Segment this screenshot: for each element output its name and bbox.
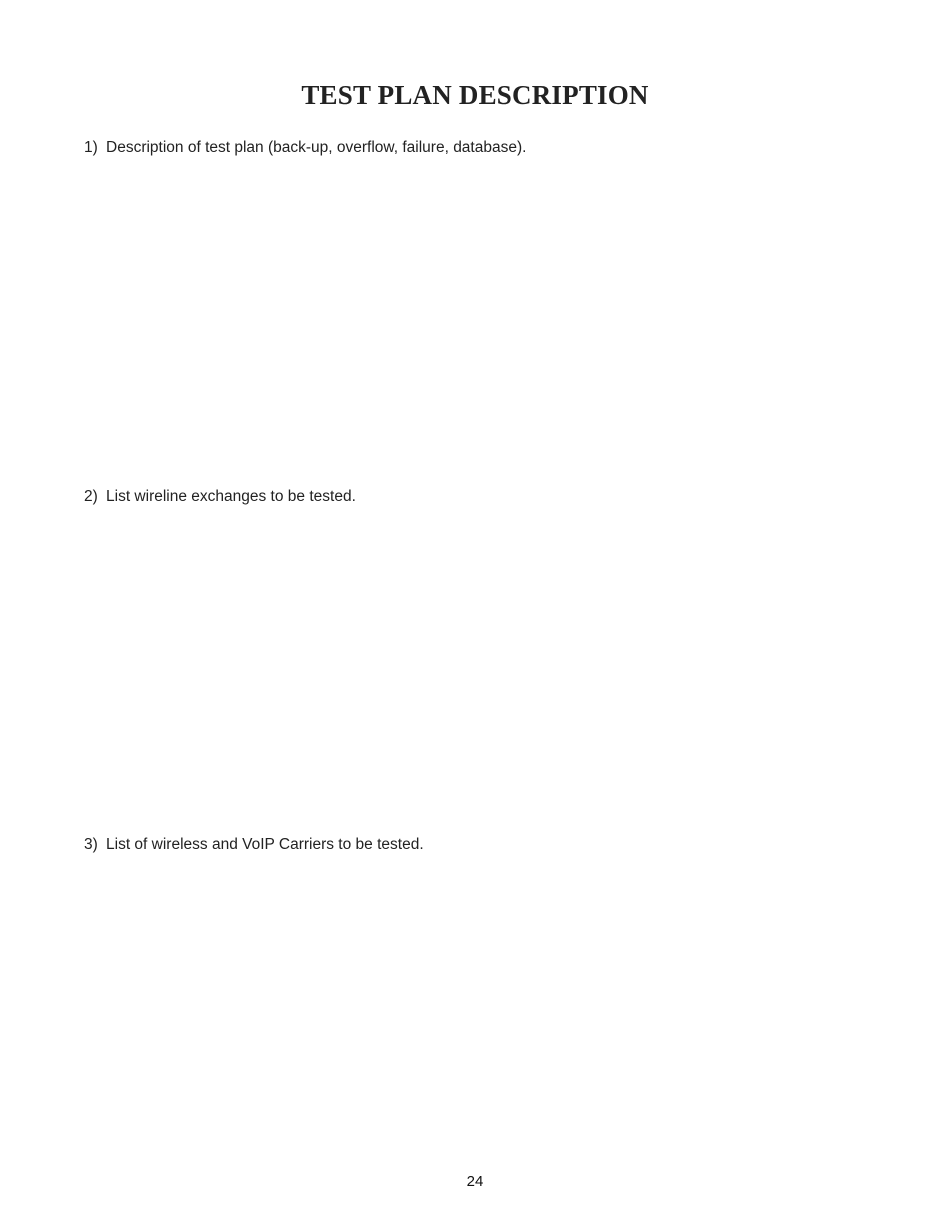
- item-number: 1): [84, 139, 98, 156]
- page-number: 24: [466, 1173, 484, 1190]
- item-text: List of wireless and VoIP Carriers to be tested.: [106, 836, 424, 853]
- list-item: [84, 487, 356, 507]
- item-text: List wireline exchanges to be tested.: [106, 488, 356, 505]
- page-title: TEST PLAN DESCRIPTION: [301, 80, 649, 110]
- item-number: 3): [84, 836, 98, 853]
- list-item: [84, 835, 424, 855]
- list-item: [84, 138, 526, 158]
- item-text: Description of test plan (back-up, overflow, failure, database).: [106, 139, 527, 156]
- item-number: 2): [84, 488, 98, 505]
